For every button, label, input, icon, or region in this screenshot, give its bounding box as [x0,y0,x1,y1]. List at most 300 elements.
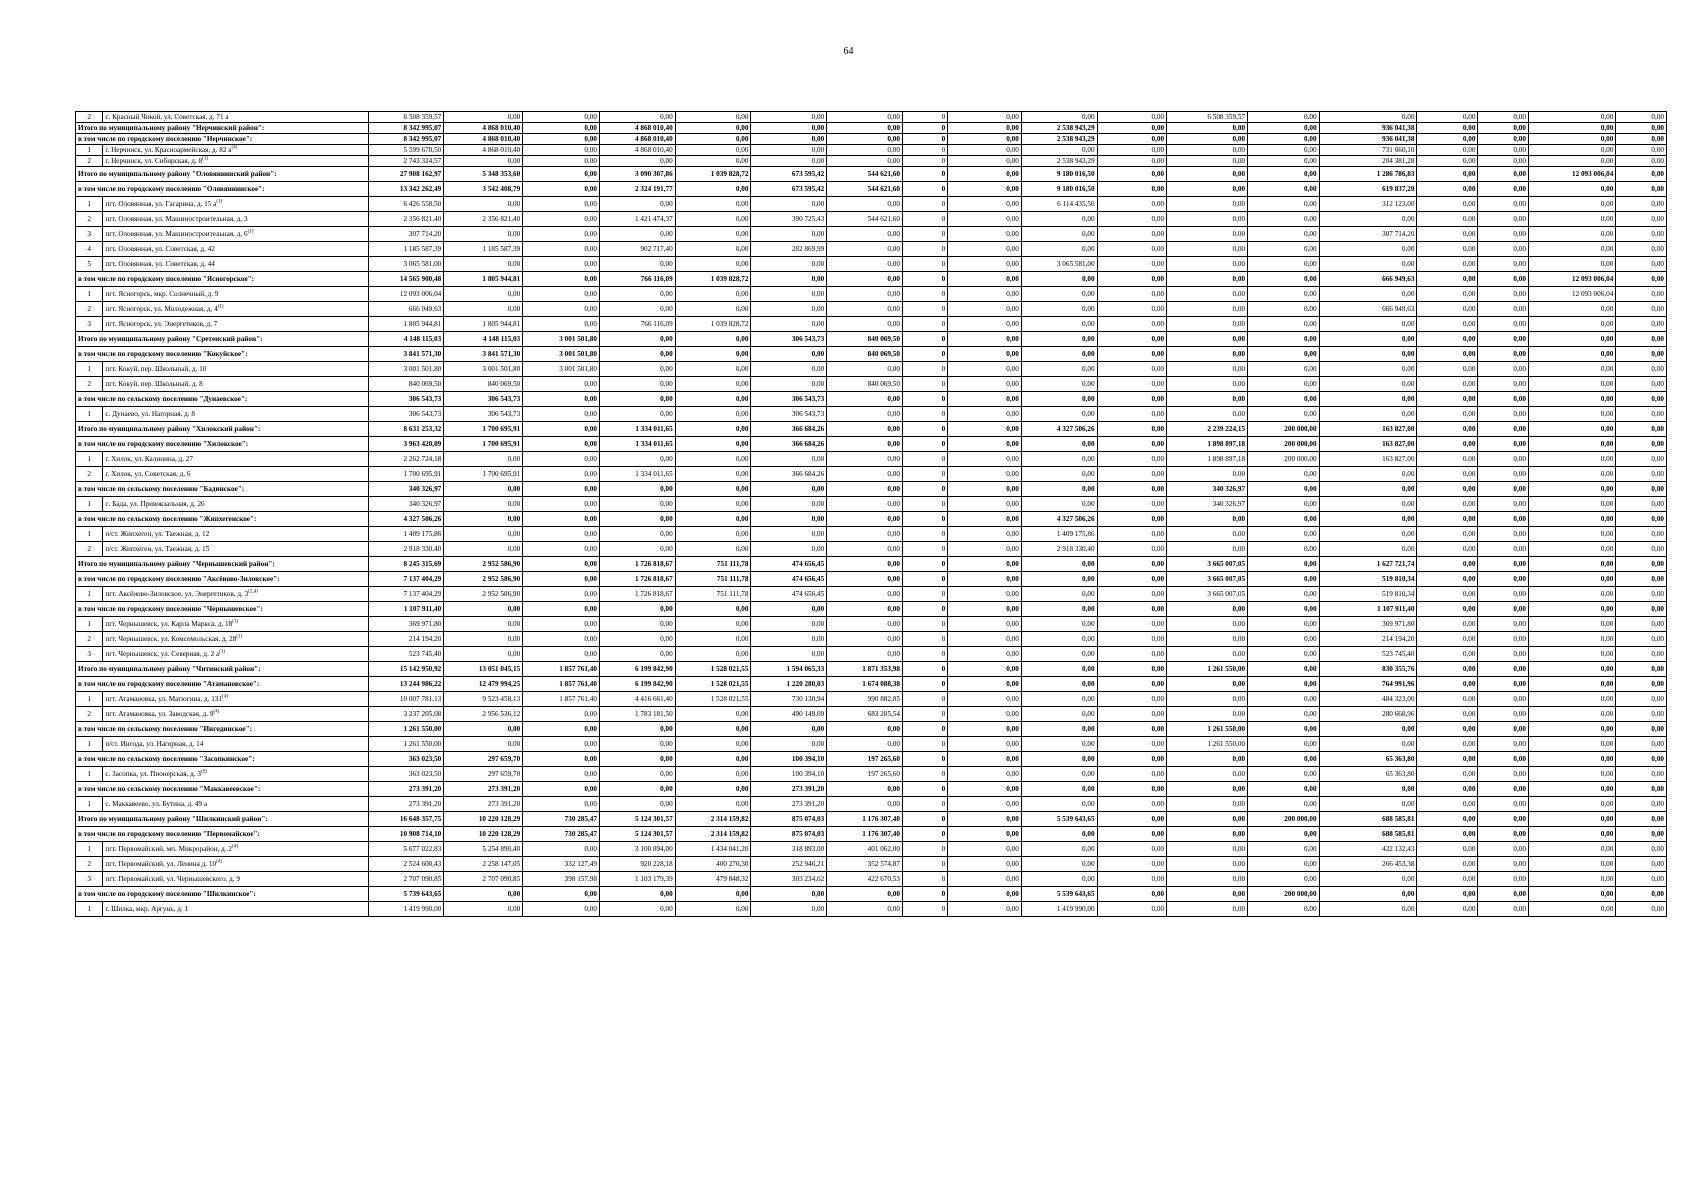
value-cell: 0,00 [827,145,903,156]
value-cell: 0,00 [827,542,903,557]
value-cell: 0,00 [1616,482,1667,497]
value-cell: 0,00 [599,512,675,527]
address-cell [103,587,368,602]
value-cell: 0,00 [675,407,751,422]
value-cell: 0,00 [1097,497,1166,512]
row-number: 3 [76,647,103,662]
value-cell: 0,00 [1478,167,1529,182]
value-cell: 1 286 786,83 [1319,167,1417,182]
value-cell: 0,00 [948,227,1022,242]
table-row [76,257,1667,272]
value-cell: 0,00 [523,767,600,782]
value-cell: 363 023,50 [368,767,444,782]
value-cell: 0,00 [1417,212,1478,227]
address-text: с. Засопка, ул. Пионерская, д. 3 [105,770,201,778]
value-cell: 6 426 558,50 [368,197,444,212]
value-cell: 751 111,78 [675,587,751,602]
value-cell: 6 199 842,90 [599,677,675,692]
value-cell: 666 949,63 [368,302,444,317]
value-cell: 544 621,60 [827,212,903,227]
value-cell: 0,00 [1616,797,1667,812]
value-cell: 0,00 [523,467,600,482]
subtotal-row [76,437,1667,452]
subtotal-row [76,422,1667,437]
value-cell: 840 069,50 [368,377,444,392]
value-cell: 0,00 [1616,377,1667,392]
value-cell: 0,00 [1097,317,1166,332]
value-cell: 0,00 [1097,156,1166,167]
value-cell: 0 [902,602,947,617]
value-cell: 16 648 357,75 [368,812,444,827]
value-cell: 688 585,81 [1319,812,1417,827]
value-cell: 2 707 090,85 [444,872,523,887]
value-cell: 0,00 [1417,452,1478,467]
value-cell: 0,00 [827,452,903,467]
value-cell: 0,00 [1167,872,1248,887]
value-cell: 0,00 [1248,112,1320,123]
value-cell: 0,00 [1417,767,1478,782]
value-cell: 5 539 643,65 [1021,887,1097,902]
value-cell: 0,00 [1248,377,1320,392]
value-cell: 0,00 [1528,767,1615,782]
value-cell: 0,00 [751,302,827,317]
value-cell: 0,00 [1478,587,1529,602]
value-cell: 0,00 [1528,527,1615,542]
value-cell: 0,00 [1167,707,1248,722]
value-cell: 0,00 [1021,587,1097,602]
row-number: 2 [76,542,103,557]
value-cell: 1 783 181,50 [599,707,675,722]
value-cell: 0,00 [1417,407,1478,422]
row-number: 4 [76,242,103,257]
value-cell: 0,00 [1021,632,1097,647]
value-cell: 0,00 [1021,617,1097,632]
value-cell: 0,00 [1478,482,1529,497]
value-cell: 0,00 [1417,242,1478,257]
value-cell: 0,00 [675,145,751,156]
value-cell: 0,00 [1528,332,1615,347]
value-cell: 0,00 [1167,332,1248,347]
value-cell: 0,00 [523,212,600,227]
subtotal-row [76,827,1667,842]
row-number: 2 [76,112,103,123]
value-cell: 1 185 587,39 [368,242,444,257]
table-row [76,587,1667,602]
value-cell: 0,00 [1319,407,1417,422]
subtotal-label: в том числе по сельскому поселению "Засопкинское": [76,752,369,767]
value-cell: 0,00 [1097,112,1166,123]
value-cell: 0,00 [523,167,600,182]
value-cell: 0,00 [1417,467,1478,482]
value-cell: 0,00 [1021,467,1097,482]
value-cell: 0,00 [751,145,827,156]
subtotal-row [76,887,1667,902]
value-cell: 0 [902,617,947,632]
value-cell: 4 148 115,03 [368,332,444,347]
value-cell: 0,00 [523,134,600,145]
value-cell: 0,00 [523,482,600,497]
value-cell: 0,00 [1097,407,1166,422]
value-cell: 0,00 [444,512,523,527]
address-cell [103,857,368,872]
value-cell: 8 342 995,07 [368,123,444,134]
value-cell: 2 356 821,40 [444,212,523,227]
value-cell: 0,00 [1478,647,1529,662]
address-cell [103,287,368,302]
value-cell: 5 539 643,65 [1021,812,1097,827]
value-cell: 0,00 [1417,287,1478,302]
value-cell: 0,00 [1528,257,1615,272]
value-cell: 1 594 065,33 [751,662,827,677]
value-cell: 0,00 [1097,482,1166,497]
value-cell: 1 805 944,81 [444,317,523,332]
value-cell: 0,00 [1528,542,1615,557]
subtotal-row [76,782,1667,797]
table-row [76,227,1667,242]
value-cell: 0,00 [1417,812,1478,827]
subtotal-row [76,602,1667,617]
value-cell: 0 [902,287,947,302]
value-cell: 8 631 253,32 [368,422,444,437]
value-cell: 0,00 [523,377,600,392]
table-row [76,145,1667,156]
value-cell: 100 394,10 [751,752,827,767]
value-cell: 0,00 [1528,707,1615,722]
value-cell: 0,00 [1248,752,1320,767]
value-cell: 12 093 006,04 [1528,272,1615,287]
value-cell: 474 656,45 [751,572,827,587]
value-cell: 0,00 [1248,857,1320,872]
row-number: 1 [76,902,103,917]
value-cell: 0,00 [523,602,600,617]
value-cell: 3 963 420,09 [368,437,444,452]
value-cell: 519 810,34 [1319,572,1417,587]
value-cell: 0,00 [1248,287,1320,302]
value-cell: 1 700 695,91 [444,422,523,437]
value-cell: 523 745,40 [368,647,444,662]
value-cell: 0 [902,722,947,737]
value-cell: 0,00 [948,123,1022,134]
value-cell: 0,00 [1616,587,1667,602]
value-cell: 0,00 [599,542,675,557]
value-cell: 0,00 [1248,497,1320,512]
value-cell: 0,00 [1319,872,1417,887]
value-cell: 3 090 307,86 [599,167,675,182]
value-cell: 27 908 162,97 [368,167,444,182]
value-cell: 306 543,73 [368,407,444,422]
value-cell: 0,00 [1021,227,1097,242]
value-cell: 0,00 [1417,527,1478,542]
value-cell: 0,00 [1417,362,1478,377]
value-cell: 1 261 550,00 [368,722,444,737]
value-cell: 0,00 [1478,542,1529,557]
value-cell: 0,00 [1021,272,1097,287]
value-cell: 0,00 [675,797,751,812]
value-cell: 0,00 [1616,112,1667,123]
value-cell: 0,00 [675,123,751,134]
row-number: 1 [76,842,103,857]
value-cell: 273 391,20 [444,797,523,812]
value-cell: 0,00 [827,134,903,145]
footnote-marker: (4) [232,844,238,850]
value-cell: 0,00 [1478,377,1529,392]
value-cell: 0,00 [1417,112,1478,123]
value-cell: 0,00 [675,497,751,512]
value-cell: 0,00 [948,737,1022,752]
value-cell: 0,00 [1097,662,1166,677]
value-cell: 0,00 [1097,467,1166,482]
table-row [76,497,1667,512]
value-cell: 0 [902,707,947,722]
value-cell: 0,00 [1167,617,1248,632]
value-cell: 214 194,20 [1319,632,1417,647]
subtotal-label: в том числе по городскому поселению "Первомайское": [76,827,369,842]
value-cell: 0,00 [1248,407,1320,422]
value-cell: 0,00 [1528,227,1615,242]
value-cell: 0,00 [1248,542,1320,557]
subtotal-row [76,512,1667,527]
subtotal-row [76,182,1667,197]
value-cell: 3 841 571,30 [444,347,523,362]
value-cell: 0,00 [1097,512,1166,527]
value-cell: 100 394,10 [751,767,827,782]
value-cell: 0,00 [523,437,600,452]
value-cell: 0,00 [1478,692,1529,707]
value-cell: 0 [902,812,947,827]
value-cell: 9 523 458,13 [444,692,523,707]
value-cell: 0,00 [1021,242,1097,257]
value-cell: 0,00 [599,737,675,752]
table-row [76,692,1667,707]
value-cell: 3 001 501,80 [444,362,523,377]
table-row [76,632,1667,647]
value-cell: 8 245 315,69 [368,557,444,572]
value-cell: 0,00 [523,617,600,632]
value-cell: 0,00 [1319,362,1417,377]
subtotal-row [76,123,1667,134]
table-row [76,527,1667,542]
address-cell [103,902,368,917]
value-cell: 0,00 [1616,134,1667,145]
value-cell: 0 [902,827,947,842]
value-cell: 1 039 828,72 [675,272,751,287]
value-cell: 0,00 [1021,872,1097,887]
value-cell: 0,00 [1167,347,1248,362]
value-cell: 0,00 [1478,842,1529,857]
value-cell: 0,00 [1097,722,1166,737]
value-cell: 306 543,73 [444,392,523,407]
value-cell: 0,00 [675,437,751,452]
value-cell: 0,00 [1167,156,1248,167]
value-cell: 2 524 600,43 [368,857,444,872]
value-cell: 0,00 [827,572,903,587]
value-cell: 0,00 [1417,797,1478,812]
value-cell: 0,00 [1417,677,1478,692]
value-cell: 0,00 [1478,197,1529,212]
value-cell: 0,00 [1248,362,1320,377]
value-cell: 0,00 [444,197,523,212]
value-cell: 0,00 [751,377,827,392]
row-number: 1 [76,527,103,542]
value-cell: 0,00 [1167,145,1248,156]
row-number: 1 [76,587,103,602]
value-cell: 0,00 [1478,212,1529,227]
value-cell: 0,00 [1528,887,1615,902]
value-cell: 0,00 [1616,737,1667,752]
value-cell: 0,00 [1528,212,1615,227]
value-cell: 0,00 [751,452,827,467]
value-cell: 1 726 818,67 [599,572,675,587]
value-cell: 0,00 [523,156,600,167]
value-cell: 280 668,96 [1319,707,1417,722]
value-cell: 0,00 [1616,167,1667,182]
value-cell: 0 [902,752,947,767]
table-row [76,872,1667,887]
address-text: пгт. Атамановка, ул. Заводская, д. 9 [105,710,214,718]
address-cell [103,497,368,512]
value-cell: 0,00 [1319,782,1417,797]
value-cell: 0,00 [675,242,751,257]
value-cell: 0,00 [827,317,903,332]
value-cell: 0,00 [523,752,600,767]
address-cell [103,112,368,123]
value-cell: 0,00 [751,887,827,902]
value-cell: 0,00 [1167,242,1248,257]
value-cell: 0,00 [675,647,751,662]
value-cell: 1 419 990,00 [1021,902,1097,917]
value-cell: 0,00 [1097,377,1166,392]
value-cell: 0,00 [1021,317,1097,332]
value-cell: 0 [902,362,947,377]
value-cell: 5 677 022,83 [368,842,444,857]
value-cell: 0,00 [827,272,903,287]
value-cell: 0,00 [751,257,827,272]
value-cell: 0,00 [675,767,751,782]
table-row [76,407,1667,422]
value-cell: 0,00 [1528,347,1615,362]
value-cell: 0,00 [1021,752,1097,767]
value-cell: 297 659,70 [444,752,523,767]
value-cell: 688 585,81 [1319,827,1417,842]
value-cell: 0,00 [1616,347,1667,362]
value-cell: 0,00 [1478,707,1529,722]
value-cell: 1 805 944,81 [444,272,523,287]
value-cell: 0,00 [523,557,600,572]
value-cell: 0,00 [827,197,903,212]
value-cell: 0,00 [1478,737,1529,752]
value-cell: 332 127,49 [523,857,600,872]
value-cell: 3 542 408,79 [444,182,523,197]
value-cell: 0,00 [1417,156,1478,167]
value-cell: 0,00 [1097,872,1166,887]
row-number: 1 [76,497,103,512]
value-cell: 0,00 [523,287,600,302]
value-cell: 0,00 [444,632,523,647]
address-cell [103,647,368,662]
address-text: пгт. Первомайский, мп. Микрорайон, д. 2 [105,845,233,853]
row-number: 2 [76,212,103,227]
value-cell: 0,00 [948,902,1022,917]
value-cell: 9 180 016,50 [1021,167,1097,182]
value-cell: 0,00 [444,452,523,467]
value-cell: 0 [902,767,947,782]
value-cell: 0,00 [948,647,1022,662]
value-cell: 0,00 [1097,842,1166,857]
value-cell: 0,00 [1478,902,1529,917]
value-cell: 1 334 011,65 [599,422,675,437]
value-cell: 0,00 [675,112,751,123]
value-cell: 1 107 911,40 [368,602,444,617]
value-cell: 0,00 [1478,857,1529,872]
value-cell: 0,00 [948,272,1022,287]
address-text: с. Бада, ул. Привокзальная, д. 26 [105,500,205,508]
value-cell: 0,00 [1528,812,1615,827]
value-cell: 0,00 [444,542,523,557]
value-cell: 1 857 761,40 [523,677,600,692]
value-cell: 0,00 [1478,677,1529,692]
table-body [76,112,1667,917]
value-cell: 0,00 [948,257,1022,272]
value-cell: 0,00 [1528,497,1615,512]
value-cell: 0,00 [1528,797,1615,812]
value-cell: 0,00 [1097,572,1166,587]
value-cell: 0,00 [1319,902,1417,917]
value-cell: 1 261 550,00 [368,737,444,752]
value-cell: 0,00 [1167,512,1248,527]
value-cell: 0,00 [1417,512,1478,527]
value-cell: 0,00 [1616,123,1667,134]
value-cell: 0,00 [1616,422,1667,437]
value-cell: 840 069,50 [827,332,903,347]
value-cell: 0,00 [751,227,827,242]
value-cell: 0,00 [1616,782,1667,797]
value-cell: 4 868 010,40 [599,145,675,156]
value-cell: 936 041,38 [1319,123,1417,134]
value-cell: 0,00 [1528,842,1615,857]
value-cell: 0,00 [1417,707,1478,722]
value-cell: 0,00 [675,422,751,437]
value-cell: 0,00 [1248,602,1320,617]
value-cell: 0,00 [751,647,827,662]
value-cell: 0,00 [827,527,903,542]
value-cell: 0,00 [1319,377,1417,392]
value-cell: 0,00 [1616,242,1667,257]
value-cell: 0,00 [1478,257,1529,272]
row-number: 2 [76,156,103,167]
value-cell: 0 [902,497,947,512]
value-cell: 0,00 [827,587,903,602]
value-cell: 0,00 [1097,797,1166,812]
value-cell: 197 265,60 [827,752,903,767]
value-cell: 0 [902,145,947,156]
value-cell: 0,00 [1319,482,1417,497]
row-number: 1 [76,362,103,377]
address-cell [103,617,368,632]
subtotal-label: в том числе по городскому поселению "Хилокское": [76,437,369,452]
subtotal-label: в том числе по городскому поселению "Чернышевское": [76,602,369,617]
value-cell: 0,00 [948,497,1022,512]
value-cell: 2 538 943,29 [1021,156,1097,167]
value-cell: 0,00 [751,272,827,287]
value-cell: 0,00 [523,707,600,722]
value-cell: 544 621,60 [827,182,903,197]
value-cell: 0 [902,557,947,572]
value-cell: 0,00 [1167,227,1248,242]
value-cell: 0,00 [599,647,675,662]
value-cell: 0,00 [599,197,675,212]
value-cell: 352 574,87 [827,857,903,872]
value-cell: 0,00 [1248,707,1320,722]
